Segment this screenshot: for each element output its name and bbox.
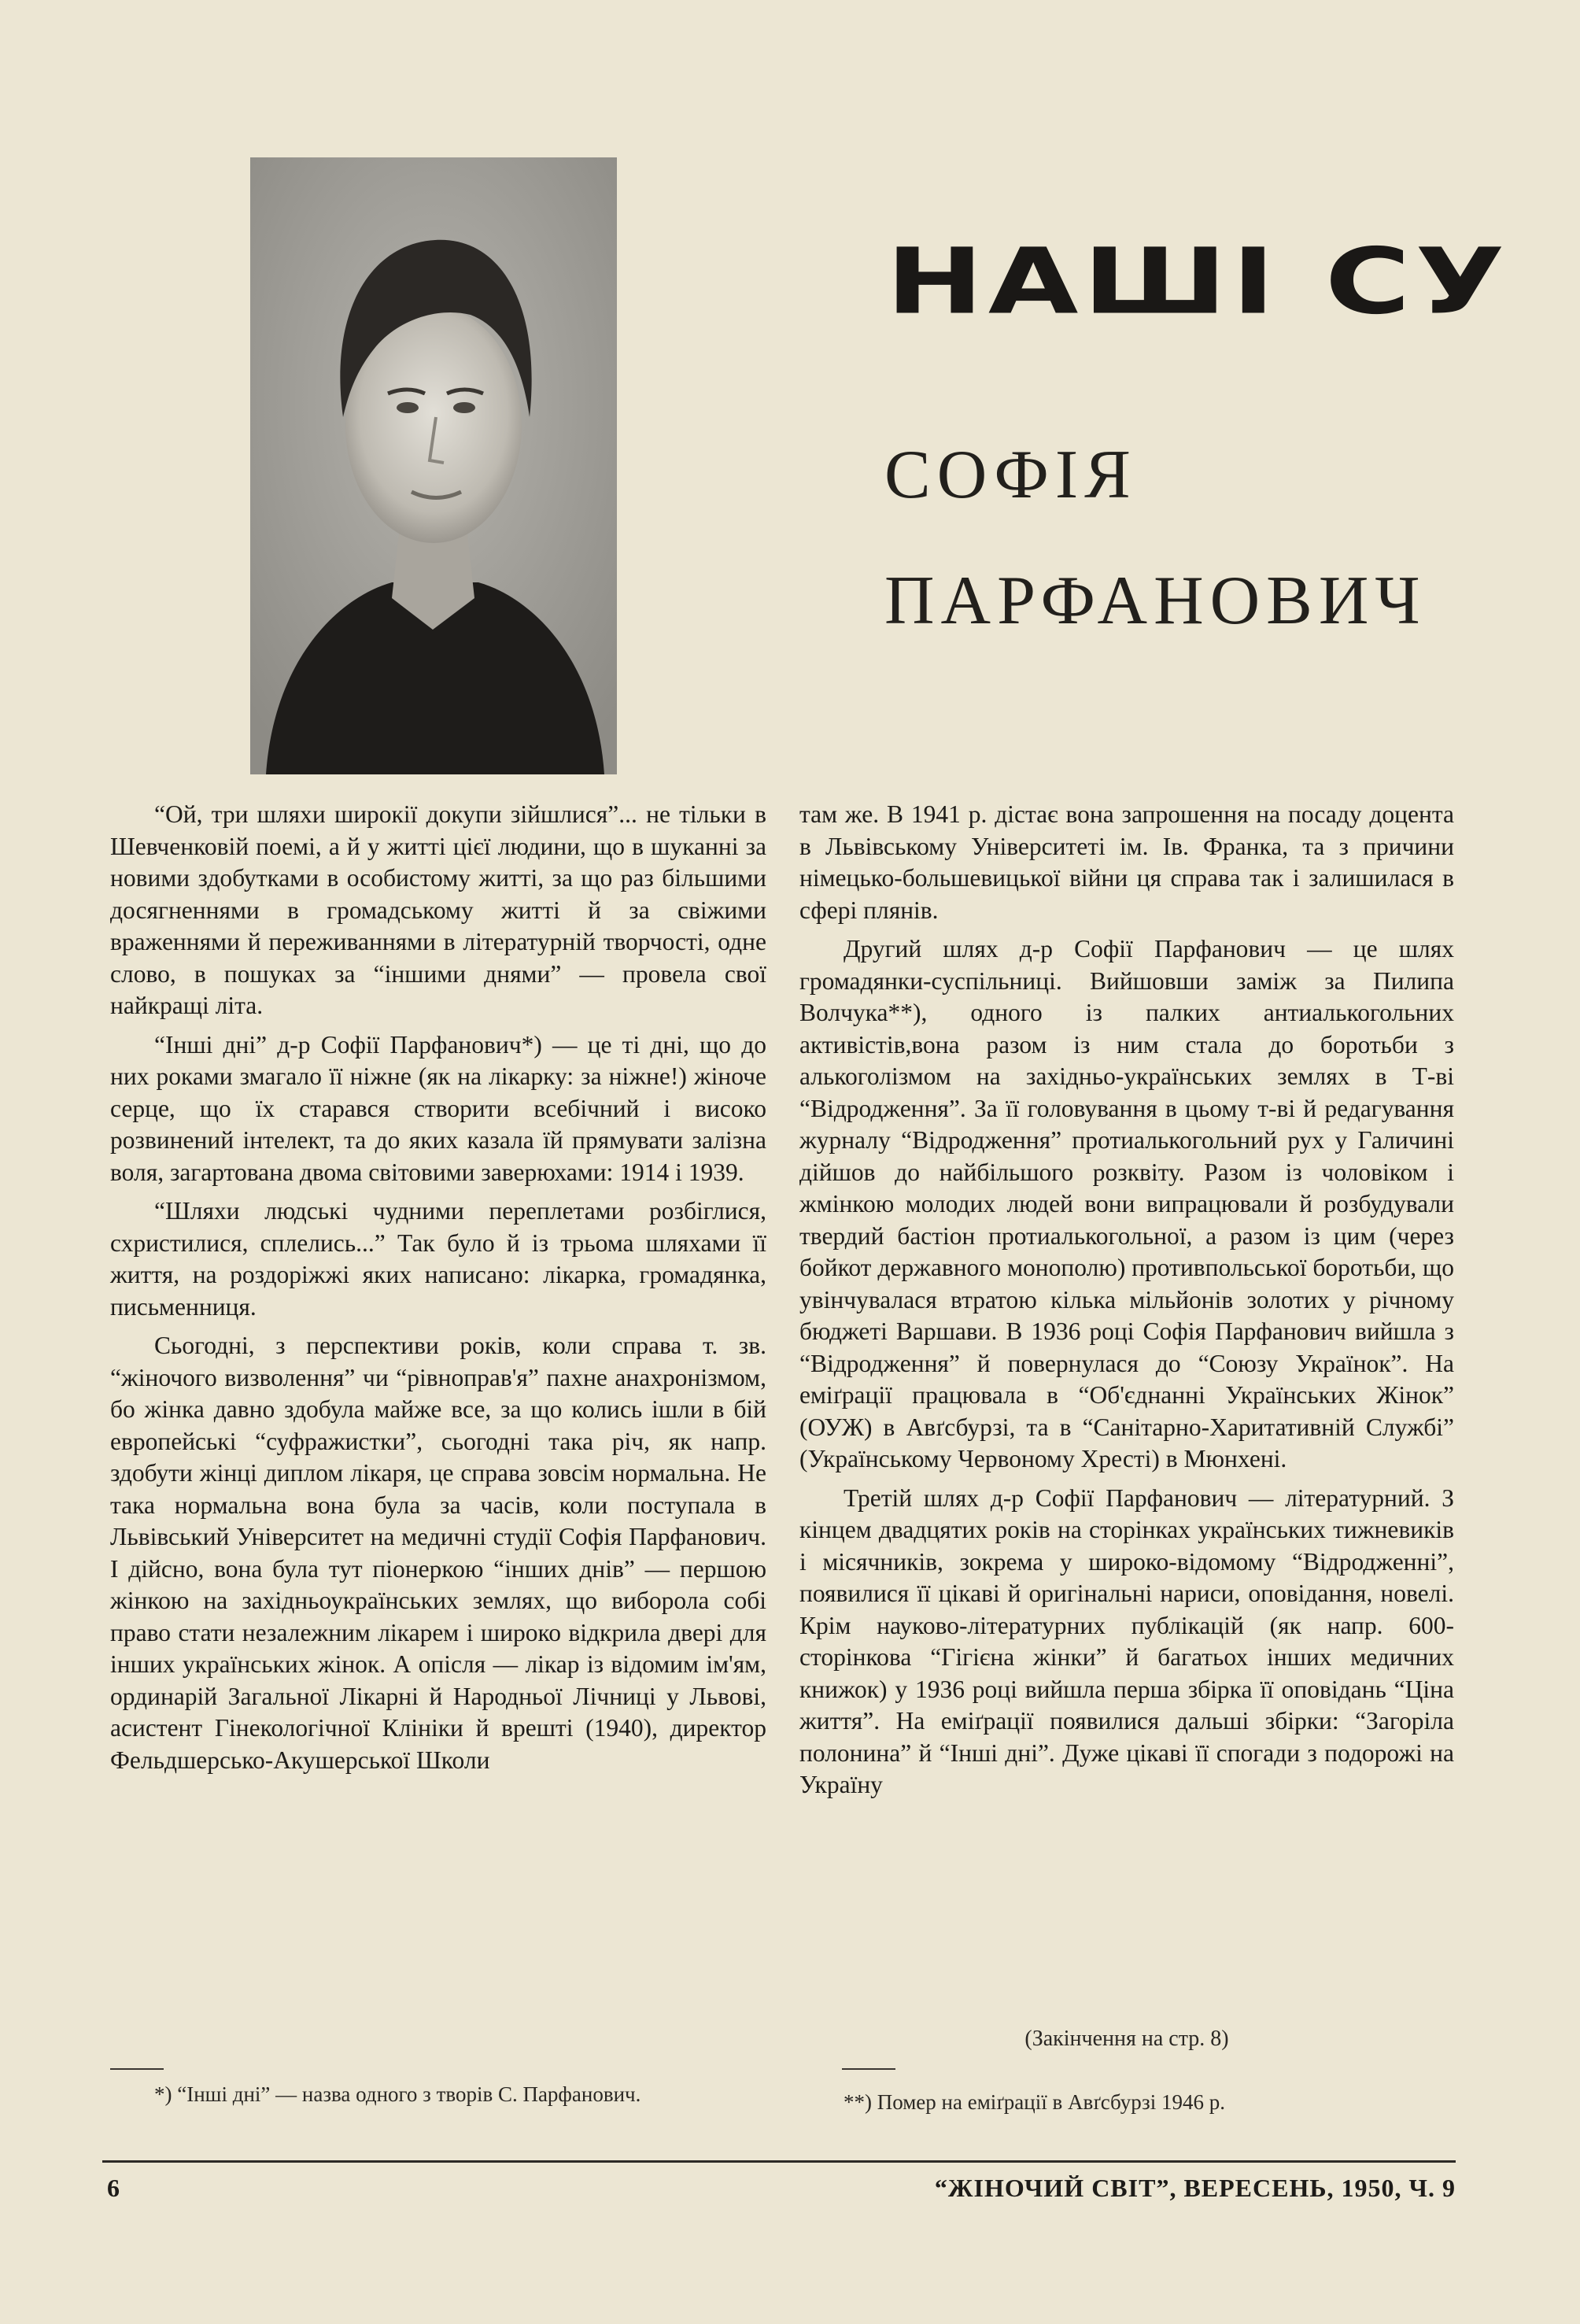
footnote-right: **) Помер на еміґрації в Авґсбурзі 1946 р. [844, 2090, 1225, 2114]
paragraph: Третій шлях д-р Софії Парфанович — літературний. З кінцем двадцятих років на сторінках українських тижневиків і місячників, зокрема у широко-відомому “Відродженні”, появилися її цікаві й оригінальні нариси, оповідання, новелі. Крім науково-літературних публікацій (як напр. 600-сторінкова “Гігієна жінки” й багатьох інших медичних книжок) у 1936 році вийшла перша збірка її оповідань “Ціна життя”. На еміґрації появилися дальші збірки: “Загоріла полонина” й “Інші дні”. Дуже цікаві її спогади з подорожі на Україну [799, 1483, 1454, 1798]
paragraph: “Інші дні” д-р Софії Парфанович*) — це ті дні, що до них роками змагало її ніжне (як на лікарку: за ніжне!) жіноче серце, що їх старався створити всебічний і високо розвинений інтелект, та до яких казала їй прямувати залізна воля, загартована двома світовими заверюхами: 1914 і 1939. [110, 1030, 766, 1186]
footer-rule [102, 2160, 1456, 2163]
portrait-photo-graphic [250, 157, 617, 774]
subject-first-name: СОФІЯ [884, 437, 1137, 513]
paragraph: Сьогодні, з перспективи років, коли справа т. зв. “жіночого визволення” чи “рівноправ'я” пахне анахронізмом, бо жінка давно здобула майже все, за що колись ішли в бій европейські “суфражистки”, сьогодні така річ, як напр. здобути жінці диплом лікаря, це справа зовсім нормальна. Не така нормальна вона була за часів, коли поступала в Львівський Університет на медичні студії Софія Парфанович. І дійсно, вона була тут піонеркою “інших днів” — першою жінкою на західньоукраїнських землях, що виборола собі право стати незалежним лікарем і широко відкрила двері для інших українських жінок. А опісля — лікар із відомим ім'ям, ординарій Загальної Лікарні й Народньої Лічниці у Львові, асистент Гінекологічної Клініки й врешті (1940), директор Фельдшерсько-Акушерської Школи [110, 1332, 766, 1774]
article-column-right [799, 799, 1454, 1809]
footnote-divider [110, 2068, 164, 2070]
page-number: 6 [107, 2174, 120, 2202]
continued-note: (Закінчення на стр. 8) [1024, 2027, 1229, 2051]
subject-last-name: ПАРФАНОВИЧ [884, 563, 1427, 639]
footnote-divider [842, 2068, 895, 2070]
paragraph: “Ой, три шляхи широкії докупи зійшлися”... не тільки в Шевченковій поемі, а й у житті цієї людини, що в шуканні за новими здобутками в особистому житті, за що раз більшими досягненнями в громадському житті й за свіжими враженнями й переживаннями в літературній творчості, одне слово, в пошуках за “іншими днями” — провела свої найкращі літа. [110, 800, 766, 1019]
article-column-left [110, 799, 766, 1783]
portrait-photo [250, 157, 617, 774]
section-rubric: НАШІ СУ [886, 228, 1510, 334]
footnote-left: *) “Інші дні” — назва одного з творів С. Парфанович. [154, 2082, 641, 2106]
publication-footer: “ЖІНОЧИЙ СВІТ”, ВЕРЕСЕНЬ, 1950, Ч. 9 [934, 2174, 1456, 2202]
paragraph: там же. В 1941 р. дістає вона запрошення на посаду доцента в Львівському Університеті ім. Ів. Франка, та з причини німецько-большевицької війни ця справа так і залишилася в сфері плянів. [799, 800, 1454, 924]
paragraph: “Шляхи людські чудними переплетами розбіглися, схристилися, сплелись...” Так було й із трьома шляхами її життя, на роздоріжжі яких написано: лікарка, громадянка, письменниця. [110, 1197, 766, 1321]
paragraph: Другий шлях д-р Софії Парфанович — це шлях громадянки-суспільниці. Вийшовши заміж за Пилипа Волчука**), одного із палких антиалькогольних активістів,вона разом із ним стала до боротьби з алькоголізмом на західньо-українських землях в Т-ві “Відродження”. За її головування в цьому т-ві й редагування журналу “Відродження” протиалькогольний рух у Галичині дійшов до найбільшого розквіту. Разом із чоловіком і жмінкою молодих людей вони випрацювали й розбудували твердий бастіон протиалькогольної, а разом із цим (через бойкот державного монополю) противпольської боротьби, що увінчувалася втратою кілька мільйонів золотих у річному бюджеті Варшави. В 1936 році Софія Парфанович вийшла з “Відродження” й повернулася до “Союзу Українок”. На еміґрації працювала в “Об'єднанні Українських Жінок” (ОУЖ) в Авґсбурзі, та в “Санітарно-Харитативній Службі” (Українському Червоному Хресті) в Мюнхені. [799, 935, 1454, 1472]
